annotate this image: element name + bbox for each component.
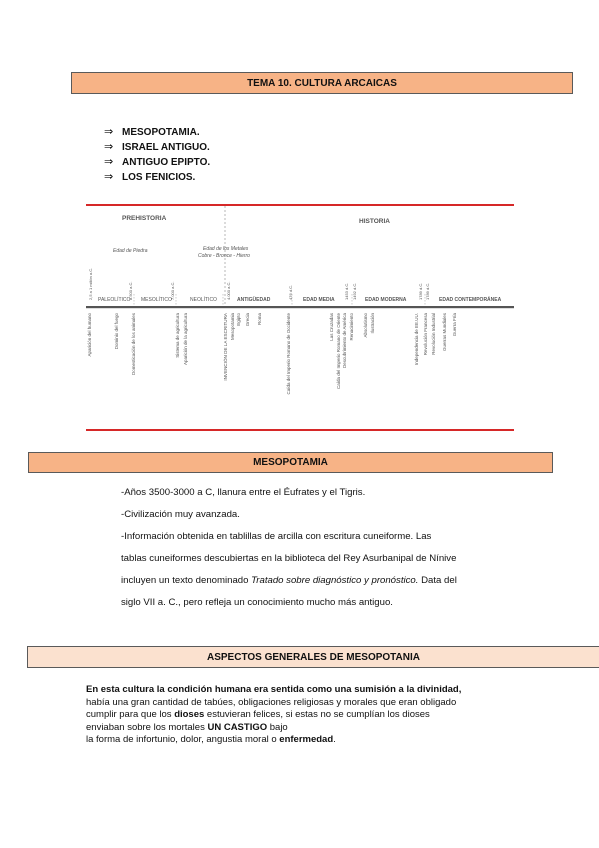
timeline-axis (86, 306, 514, 308)
paragraph-line (86, 722, 556, 735)
emphasis: sumisión a la divinidad (354, 684, 459, 695)
heading-mesopotamia-text: MESOPOTAMIA (253, 457, 328, 468)
history-timeline-figure (86, 200, 514, 439)
event-label: Ilustración (370, 313, 375, 334)
period-label: EDAD MEDIA (303, 297, 335, 303)
paragraph-line: -Años 3500-3000 a C, llanura entre el Éufrates y el Tigris. (121, 487, 366, 498)
period-label: EDAD CONTEMPORÁNEA (439, 297, 502, 303)
date-labels (88, 268, 430, 300)
list-item (104, 140, 210, 155)
period-label: PALEOLÍTICO (98, 297, 131, 303)
list-item-label: ANTIGUO EPIPTO. (122, 157, 211, 168)
paragraph-line: siglo VII a. C., pero refleja un conocimiento mucho más antiguo. (121, 597, 393, 608)
event-labels (87, 312, 457, 394)
emphasis: enfermedad (279, 734, 334, 745)
date-label: 1789 d.C. (418, 282, 423, 300)
event-label: Domesticación de los animales (131, 313, 136, 376)
event-label: Renacimiento (349, 313, 354, 341)
event-label: Dominio del fuego (114, 313, 119, 350)
event-label: Sistema de agricultura (175, 313, 180, 358)
event-label: Descubrimiento de América (342, 313, 347, 369)
paragraph-line: -Civilización muy avanzada. (121, 509, 240, 520)
heading-tema-10 (71, 72, 573, 94)
event-label: Caída del Imperio Romano de Oriente (336, 313, 341, 390)
label-cobre-bronce-hierro: Cobre - Bronce - Hierro (198, 253, 250, 259)
period-labels (98, 296, 502, 303)
paragraph-line (86, 734, 556, 747)
list-item-label: ISRAEL ANTIGUO. (122, 142, 210, 153)
text-run: cumplir para que los (86, 709, 175, 720)
aspects-body (86, 684, 556, 747)
period-label: NEOLÍTICO (190, 297, 217, 303)
emphasis: condición humana (167, 684, 252, 695)
paragraph-line: -Información obtenida en tablillas de arcilla con escritura cuneiforme. Las (121, 531, 432, 542)
text-run: bajo (267, 721, 288, 733)
date-label: 1789 d.C. (425, 282, 430, 300)
label-prehistoria: PREHISTORIA (122, 215, 167, 222)
event-label: Mesopotamia (230, 313, 235, 341)
top-red-rule (86, 204, 514, 206)
heading-mesopotamia (28, 452, 553, 473)
date-label: 1453 d.C. (344, 282, 349, 300)
text-run: . (333, 734, 336, 745)
heading-aspectos-text: ASPECTOS GENERALES DE MESOPOTANIA (207, 651, 420, 663)
paragraph-line (86, 684, 556, 697)
text-run: era sentida como una (251, 684, 355, 695)
label-edad-metales: Edad de los Metales (203, 246, 249, 252)
event-label: Guerra Fría (452, 313, 457, 337)
label-historia: HISTORIA (359, 218, 390, 225)
event-label: Aparición del humano (87, 313, 92, 357)
arrow-icon: ⇒ (104, 141, 114, 153)
emphasis: dioses (174, 709, 205, 720)
arrow-icon: ⇒ (104, 156, 114, 168)
list-item-label: LOS FENICIOS. (122, 172, 196, 183)
event-label: Egipto (236, 313, 241, 326)
event-label: Revolución Industrial (431, 313, 436, 355)
bullet-list (104, 125, 210, 185)
event-label: Grecia (245, 313, 250, 327)
text-run: la forma de infortunio, dolor, angustia moral o (86, 734, 280, 745)
text-run: En esta cultura la (86, 684, 168, 695)
event-label: Guerras Mundiales (442, 313, 447, 352)
paragraph-line (121, 570, 521, 592)
paragraph-line: tablas cuneiformes descubiertas en la biblioteca del Rey Asurbanipal de Nínive (121, 553, 457, 564)
date-label: 7.000 a.C. (170, 281, 175, 300)
timeline-svg (86, 200, 514, 439)
event-label: Las Cruzadas (329, 313, 334, 341)
text-run: Data del (418, 575, 457, 586)
list-item-label: MESOPOTAMIA. (122, 127, 200, 138)
event-label: Aparición de la agricultura (183, 313, 188, 366)
text-run: estuvieran felices, si estas no se cumplían los dioses (204, 709, 430, 720)
event-label: Roma (257, 313, 262, 326)
text-run: enviaban sobre los mortales (86, 721, 208, 733)
arrow-icon: ⇒ (104, 171, 114, 183)
heading-tema-10-text: TEMA 10. CULTURA ARCAICAS (247, 77, 397, 89)
list-item (104, 170, 210, 185)
date-label: 1492 d.C. (352, 282, 357, 300)
list-item (104, 125, 210, 140)
period-label: MESOLÍTICO (141, 297, 172, 303)
date-label: 476 d.C. (288, 284, 293, 300)
date-label: 4.000 a.C. (226, 281, 231, 300)
mesopotamia-body (121, 482, 521, 614)
event-label: Revolución Francesa (423, 313, 428, 356)
period-label: ANTIGÜEDAD (237, 297, 271, 303)
event-label: Caída del Imperio Romano de Occidente (286, 313, 291, 395)
paragraph-line (86, 709, 556, 722)
bottom-red-rule (86, 429, 514, 431)
paragraph-line: había una gran cantidad de tabúes, obligaciones religiosas y morales que eran obligado (86, 696, 457, 708)
text-run: , (458, 684, 462, 695)
label-edad-piedra: Edad de Piedra (113, 248, 148, 254)
date-label: 8.500 a.C. (128, 281, 133, 300)
text-run: incluyen un texto denominado (121, 575, 252, 586)
treatise-title: Tratado sobre diagnóstico y pronóstico. (251, 575, 419, 586)
list-item (104, 155, 210, 170)
event-label: INVENCIÓN DE LA ESCRITURA (223, 313, 228, 381)
period-label: EDAD MODERNA (365, 297, 407, 303)
event-label: Absolutismo (363, 313, 368, 338)
heading-aspectos-generales (27, 646, 599, 668)
emphasis: UN CASTIGO (207, 721, 268, 733)
date-label: 2,5 a 1 millón a.C. (88, 267, 93, 300)
event-label: Independencia de EE.UU. (414, 313, 419, 366)
arrow-icon: ⇒ (104, 126, 114, 138)
